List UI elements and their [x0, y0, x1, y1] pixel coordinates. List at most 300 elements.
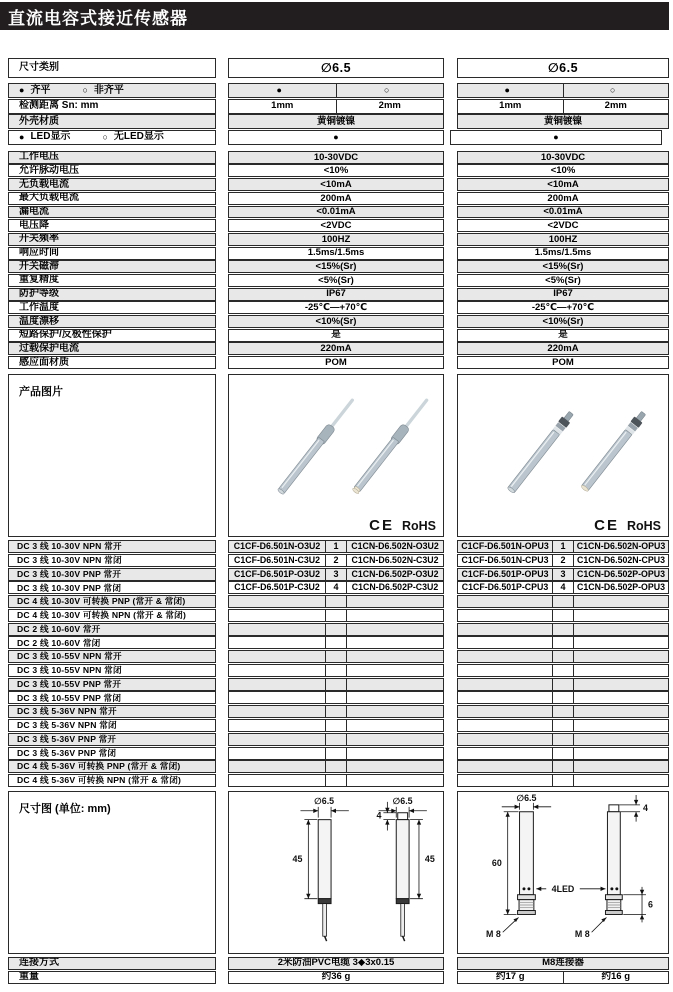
model-right-cells — [457, 664, 669, 677]
model-row — [8, 554, 673, 567]
flush-mid-cells — [228, 83, 444, 98]
weight-row — [8, 971, 673, 984]
model-description: DC 3 线 10-55V PNP 常开 — [8, 678, 216, 691]
model-number-cable-nonflush — [347, 775, 443, 786]
dimension-drawing-cable-icon — [229, 792, 443, 953]
model-right-cells — [457, 747, 669, 760]
model-number-connector-nonflush — [574, 775, 668, 786]
model-row — [8, 760, 673, 773]
spec-value-right: -25℃—+70℃ — [457, 301, 669, 314]
model-right-cells — [457, 623, 669, 636]
model-row — [8, 719, 673, 732]
spec-label: 工作电压 — [8, 151, 216, 164]
spec-value-right: <15%(Sr) — [457, 260, 669, 273]
model-description: DC 3 线 10-55V NPN 常开 — [8, 650, 216, 663]
dim-dia1-label: ∅6.5 — [314, 795, 335, 806]
spec-value-right: 1.5ms/1.5ms — [457, 247, 669, 260]
model-number-connector-nonflush: C1CN-D6.502P-OPU3 — [577, 568, 665, 579]
model-number-cable-nonflush — [347, 706, 443, 717]
datasheet-page — [0, 2, 673, 984]
model-number-connector-flush — [458, 748, 552, 759]
model-number-cable-flush — [229, 610, 325, 621]
spec-value-mid: POM — [228, 356, 444, 369]
model-number-connector-flush — [458, 679, 552, 690]
spec-row — [8, 356, 673, 369]
spec-label: 最大负载电流 — [8, 192, 216, 205]
spec-row — [8, 233, 673, 246]
model-number-connector-flush — [458, 720, 552, 731]
spec-value-right: POM — [457, 356, 669, 369]
model-mid-cells — [228, 540, 444, 553]
model-number-connector-flush — [458, 692, 552, 703]
model-number-cable-flush — [229, 665, 325, 676]
model-description: DC 3 线 10-30V PNP 常开 — [8, 568, 216, 581]
model-number-cable-flush — [229, 637, 325, 648]
wiring-diagram-number — [325, 637, 347, 648]
model-number-cable-nonflush — [347, 651, 443, 662]
model-number-connector-nonflush: C1CN-D6.502P-OPU3 — [577, 582, 665, 593]
spec-row — [8, 192, 673, 205]
model-description: DC 4 线 10-30V 可转换 PNP (常开 & 常闭) — [8, 595, 216, 608]
spec-table — [0, 151, 673, 369]
model-right-cells — [457, 733, 669, 746]
model-number-connector-nonflush — [574, 679, 668, 690]
connection-label: 连接方式 — [8, 957, 216, 970]
model-right-cells — [457, 568, 669, 581]
model-description: DC 3 线 10-55V NPN 常闭 — [8, 664, 216, 677]
cable-sensor-photo-icon — [229, 375, 443, 536]
wiring-diagram-number: 1 — [325, 541, 347, 552]
model-number-connector-nonflush — [574, 665, 668, 676]
spec-value-right: 10-30VDC — [457, 151, 669, 164]
model-number-connector-nonflush — [574, 706, 668, 717]
model-right-cells — [457, 705, 669, 718]
model-description: DC 3 线 10-30V NPN 常闭 — [8, 554, 216, 567]
model-number-connector-flush — [458, 596, 552, 607]
model-mid-cells — [228, 774, 444, 787]
model-number-connector-nonflush — [574, 761, 668, 772]
wiring-diagram-number — [552, 775, 574, 786]
spec-value-right: 200mA — [457, 192, 669, 205]
product-picture-row — [8, 374, 673, 537]
model-number-cable-nonflush — [347, 610, 443, 621]
model-mid-cells — [228, 581, 444, 594]
model-right-cells — [457, 678, 669, 691]
model-description: DC 3 线 5-36V NPN 常开 — [8, 705, 216, 718]
wiring-diagram-number — [325, 761, 347, 772]
dim-dia-label: ∅6.5 — [516, 792, 537, 803]
flush-row — [8, 83, 673, 98]
size-right-value: ∅6.5 — [457, 58, 669, 78]
dim-length1-label: 45 — [292, 854, 303, 865]
distance-label: 检测距离 Sn: mm — [8, 99, 216, 114]
model-description: DC 2 线 10-60V 常开 — [8, 623, 216, 636]
model-number-connector-flush: C1CF-D6.501N-OPU3 — [461, 541, 549, 552]
model-number-connector-nonflush — [574, 692, 668, 703]
spec-value-mid: IP67 — [228, 288, 444, 301]
model-right-cells — [457, 636, 669, 649]
housing-mid-value: 黄铜镀镍 — [228, 114, 444, 129]
spec-row — [8, 219, 673, 232]
right-flush-selected-icon: ● — [504, 85, 510, 95]
housing-label: 外壳材质 — [8, 114, 216, 129]
certification-marks — [594, 518, 661, 533]
spec-row — [8, 288, 673, 301]
ce-mark-icon: CE — [369, 517, 394, 535]
wiring-diagram-number — [325, 679, 347, 690]
model-mid-cells — [228, 678, 444, 691]
spec-value-right: <5%(Sr) — [457, 274, 669, 287]
spec-label: 感应面材质 — [8, 356, 216, 369]
distance-right-cells — [457, 99, 669, 114]
spec-label: 电压降 — [8, 219, 216, 232]
model-number-connector-flush — [458, 665, 552, 676]
spec-label: 开关磁滞 — [8, 260, 216, 273]
model-description: DC 4 线 5-36V 可转换 NPN (常开 & 常闭) — [8, 774, 216, 787]
model-description: DC 2 线 10-60V 常闭 — [8, 636, 216, 649]
wiring-diagram-number — [552, 651, 574, 662]
connection-row — [8, 957, 673, 970]
spec-value-right: <10mA — [457, 178, 669, 191]
spec-value-right: <10% — [457, 164, 669, 177]
model-mid-cells — [228, 568, 444, 581]
model-row — [8, 636, 673, 649]
rohs-mark: RoHS — [401, 519, 436, 534]
selection-rows — [0, 83, 673, 145]
model-number-cable-flush — [229, 692, 325, 703]
model-row — [8, 595, 673, 608]
model-number-connector-nonflush — [574, 720, 668, 731]
model-description: DC 3 线 5-36V NPN 常闭 — [8, 719, 216, 732]
spec-label: 无负载电流 — [8, 178, 216, 191]
dim-dia2-label: ∅6.5 — [392, 795, 413, 806]
no-led-label-text: 无LED显示 — [113, 131, 164, 143]
model-number-connector-flush: C1CF-D6.501N-CPU3 — [461, 554, 549, 565]
spec-value-right: 220mA — [457, 342, 669, 355]
model-number-connector-flush — [458, 761, 552, 772]
model-number-connector-nonflush — [574, 651, 668, 662]
wiring-diagram-number — [552, 748, 574, 759]
wiring-diagram-number — [325, 651, 347, 662]
model-number-connector-flush — [458, 651, 552, 662]
wiring-diagram-number — [325, 748, 347, 759]
spec-value-right: <2VDC — [457, 219, 669, 232]
model-description: DC 3 线 10-30V PNP 常闭 — [8, 581, 216, 594]
right-nonflush-icon: ○ — [563, 84, 663, 97]
spec-value-mid: 10-30VDC — [228, 151, 444, 164]
spec-row — [8, 206, 673, 219]
wiring-diagram-number — [552, 692, 574, 703]
wiring-diagram-number — [325, 720, 347, 731]
model-number-connector-nonflush — [574, 637, 668, 648]
spec-value-mid: <0.01mA — [228, 206, 444, 219]
mid-nonflush-icon: ○ — [336, 84, 438, 97]
model-mid-cells — [228, 609, 444, 622]
ce-mark-icon: CE — [594, 517, 619, 535]
led-right-selected-icon: ● — [450, 130, 662, 145]
spec-label: 重复精度 — [8, 274, 216, 287]
dimension-drawing-connector — [457, 791, 669, 954]
weight-mid-value: 约36 g — [228, 971, 444, 984]
model-mid-cells — [228, 747, 444, 760]
model-number-cable-nonflush — [347, 720, 443, 731]
model-number-cable-flush: C1CF-D6.501P-C3U2 — [234, 582, 320, 593]
product-picture-label: 产品图片 — [8, 374, 216, 537]
model-right-cells — [457, 691, 669, 704]
spec-row — [8, 342, 673, 355]
dim-m8-right-label: M 8 — [574, 929, 590, 940]
spec-value-mid: 是 — [228, 329, 444, 342]
model-mid-cells — [228, 760, 444, 773]
housing-right-value: 黄铜镀镍 — [457, 114, 669, 129]
connector-sensor-photo-icon — [458, 375, 668, 536]
spec-label: 响应时间 — [8, 247, 216, 260]
model-description: DC 4 线 10-30V 可转换 NPN (常开 & 常闭) — [8, 609, 216, 622]
model-description: DC 3 线 5-36V PNP 常闭 — [8, 747, 216, 760]
model-description: DC 3 线 5-36V PNP 常开 — [8, 733, 216, 746]
wiring-diagram-number — [325, 692, 347, 703]
dim-led-label: 4LED — [551, 883, 575, 894]
model-right-cells — [457, 650, 669, 663]
weight-right-value-1: 约17 g — [495, 971, 525, 983]
spec-row — [8, 260, 673, 273]
model-mid-cells — [228, 733, 444, 746]
model-number-cable-nonflush — [347, 734, 443, 745]
wiring-diagram-number — [325, 775, 347, 786]
model-number-cable-nonflush — [347, 665, 443, 676]
model-number-connector-nonflush: C1CN-D6.502N-OPU3 — [576, 541, 666, 552]
spec-row — [8, 151, 673, 164]
wiring-diagram-number — [325, 734, 347, 745]
model-number-connector-nonflush — [574, 748, 668, 759]
spec-label: 允许脉动电压 — [8, 164, 216, 177]
flush-options-label — [8, 83, 216, 98]
wiring-diagram-number — [552, 637, 574, 648]
model-number-cable-flush — [229, 679, 325, 690]
spec-label: 工作温度 — [8, 301, 216, 314]
model-number-connector-nonflush — [574, 610, 668, 621]
flush-filled-radio-icon: ● — [19, 85, 25, 95]
model-row — [8, 623, 673, 636]
model-row — [8, 664, 673, 677]
spec-label: 防护等级 — [8, 288, 216, 301]
spec-value-mid: <10%(Sr) — [228, 315, 444, 328]
rohs-mark: RoHS — [626, 519, 661, 534]
model-number-cable-flush — [229, 596, 325, 607]
spec-value-right: <10%(Sr) — [457, 315, 669, 328]
size-mid-value: ∅6.5 — [228, 58, 444, 78]
distance-mid-cells — [228, 99, 444, 114]
spec-row — [8, 178, 673, 191]
spec-value-mid: <10mA — [228, 178, 444, 191]
mid-flush-selected-icon: ● — [276, 85, 282, 95]
model-number-connector-flush: C1CF-D6.501P-CPU3 — [461, 582, 549, 593]
model-mid-cells — [228, 650, 444, 663]
led-label-text: LED显示 — [30, 131, 71, 143]
spec-label: 温度漂移 — [8, 315, 216, 328]
model-row — [8, 568, 673, 581]
model-right-cells — [457, 581, 669, 594]
wiring-diagram-number: 2 — [552, 555, 574, 566]
model-number-cable-nonflush — [347, 637, 443, 648]
model-number-cable-nonflush — [347, 761, 443, 772]
distance-mid-1mm: 1mm — [271, 100, 294, 112]
distance-mid-2mm: 2mm — [336, 100, 444, 113]
weight-right-cells — [457, 971, 669, 984]
connection-mid-value: 2米防油PVC电缆 3◆3x0.15 — [228, 957, 444, 970]
model-right-cells — [457, 554, 669, 567]
spec-value-mid: 100HZ — [228, 233, 444, 246]
model-right-cells — [457, 719, 669, 732]
spec-value-mid: -25℃—+70℃ — [228, 301, 444, 314]
model-row — [8, 609, 673, 622]
spec-row — [8, 329, 673, 342]
housing-row — [8, 114, 673, 129]
flush-right-cells — [457, 83, 669, 98]
page-title: 直流电容式接近传感器 — [0, 2, 669, 30]
spec-value-right: 是 — [457, 329, 669, 342]
model-right-cells — [457, 760, 669, 773]
wiring-diagram-number — [552, 706, 574, 717]
dimension-drawing-connector-icon — [458, 792, 668, 953]
spec-label: 短路保护/反极性保护 — [8, 329, 216, 342]
model-number-cable-flush — [229, 761, 325, 772]
model-number-cable-flush: C1CF-D6.501N-O3U2 — [233, 541, 321, 552]
wiring-diagram-number: 4 — [552, 582, 574, 593]
spec-value-mid: 200mA — [228, 192, 444, 205]
wiring-diagram-number — [552, 596, 574, 607]
product-photo-cable-version — [228, 374, 444, 537]
wiring-diagram-number — [552, 610, 574, 621]
distance-right-1mm: 1mm — [499, 100, 522, 112]
wiring-diagram-number: 2 — [325, 555, 347, 566]
model-number-cable-nonflush: C1CN-D6.502P-O3U2 — [351, 568, 439, 579]
dim-m8-left-label: M 8 — [485, 929, 501, 940]
led-mid-selected-icon: ● — [228, 130, 444, 145]
spec-row — [8, 301, 673, 314]
model-number-connector-flush — [458, 637, 552, 648]
model-mid-cells — [228, 664, 444, 677]
model-number-cable-flush — [229, 624, 325, 635]
model-right-cells — [457, 774, 669, 787]
model-description: DC 4 线 5-36V 可转换 PNP (常开 & 常闭) — [8, 760, 216, 773]
wiring-diagram-number: 3 — [552, 569, 574, 580]
model-row — [8, 691, 673, 704]
model-right-cells — [457, 595, 669, 608]
wiring-diagram-number — [325, 610, 347, 621]
dim-connector-height-label: 6 — [647, 899, 653, 910]
spec-value-right: IP67 — [457, 288, 669, 301]
wiring-diagram-number: 3 — [325, 569, 347, 580]
model-mid-cells — [228, 691, 444, 704]
dim-length-label: 60 — [491, 858, 502, 869]
model-mid-cells — [228, 554, 444, 567]
size-category-row — [8, 58, 673, 78]
product-photo-connector-version — [457, 374, 669, 537]
model-number-cable-nonflush — [347, 624, 443, 635]
model-mid-cells — [228, 595, 444, 608]
dimension-row — [8, 791, 673, 954]
wiring-diagram-number — [552, 624, 574, 635]
spec-row — [8, 315, 673, 328]
spec-value-right: <0.01mA — [457, 206, 669, 219]
flush-label-text: 齐平 — [30, 84, 51, 96]
wiring-diagram-number: 1 — [552, 541, 574, 552]
weight-label: 重量 — [8, 971, 216, 984]
model-mid-cells — [228, 719, 444, 732]
nonflush-label-text: 非齐平 — [93, 84, 124, 96]
model-number-connector-flush — [458, 610, 552, 621]
wiring-diagram-number — [552, 665, 574, 676]
led-options-label — [8, 130, 216, 145]
weight-right-value-2: 约16 g — [563, 972, 669, 983]
spec-row — [8, 247, 673, 260]
spec-value-mid: <15%(Sr) — [228, 260, 444, 273]
wiring-diagram-number — [552, 720, 574, 731]
model-number-connector-flush — [458, 775, 552, 786]
model-number-cable-nonflush — [347, 748, 443, 759]
model-number-connector-flush — [458, 706, 552, 717]
model-mid-cells — [228, 636, 444, 649]
model-number-connector-nonflush — [574, 734, 668, 745]
size-category-label: 尺寸类别 — [8, 58, 216, 78]
model-number-cable-nonflush: C1CN-D6.502N-C3U2 — [351, 554, 439, 565]
model-row — [8, 705, 673, 718]
spec-label: 过载保护电流 — [8, 342, 216, 355]
wiring-diagram-number — [325, 624, 347, 635]
spec-label: 漏电流 — [8, 206, 216, 219]
model-right-cells — [457, 540, 669, 553]
model-number-cable-flush — [229, 720, 325, 731]
model-number-cable-flush — [229, 734, 325, 745]
dimension-label: 尺寸图 (单位: mm) — [8, 791, 216, 954]
wiring-diagram-number — [325, 706, 347, 717]
model-number-cable-nonflush — [347, 679, 443, 690]
model-right-cells — [457, 609, 669, 622]
wiring-diagram-number: 4 — [325, 582, 347, 593]
model-number-connector-nonflush: C1CN-D6.502N-CPU3 — [577, 554, 665, 565]
model-mid-cells — [228, 623, 444, 636]
wiring-diagram-number — [325, 665, 347, 676]
model-number-connector-nonflush — [574, 624, 668, 635]
model-number-connector-flush — [458, 734, 552, 745]
spec-row — [8, 274, 673, 287]
model-table — [0, 540, 673, 787]
model-description: DC 3 线 10-55V PNP 常闭 — [8, 691, 216, 704]
model-description: DC 3 线 10-30V NPN 常开 — [8, 540, 216, 553]
spec-label: 开关频率 — [8, 233, 216, 246]
led-filled-radio-icon: ● — [19, 131, 25, 142]
model-number-cable-flush — [229, 748, 325, 759]
nonflush-hollow-radio-icon: ○ — [82, 85, 88, 95]
model-row — [8, 678, 673, 691]
wiring-diagram-number — [552, 761, 574, 772]
wiring-diagram-number — [552, 734, 574, 745]
model-row — [8, 540, 673, 553]
spec-value-mid: 1.5ms/1.5ms — [228, 247, 444, 260]
model-number-connector-nonflush — [574, 596, 668, 607]
model-number-cable-nonflush — [347, 692, 443, 703]
distance-row — [8, 99, 673, 114]
dim-tip-label: 4 — [643, 802, 648, 813]
connection-right-value: M8连接器 — [457, 957, 669, 970]
wiring-diagram-number — [325, 596, 347, 607]
spec-value-right: 100HZ — [457, 233, 669, 246]
spec-value-mid: <5%(Sr) — [228, 274, 444, 287]
model-number-cable-nonflush: C1CN-D6.502P-C3U2 — [351, 582, 439, 593]
dimension-drawing-cable — [228, 791, 444, 954]
model-number-connector-flush: C1CF-D6.501P-OPU3 — [461, 568, 549, 579]
